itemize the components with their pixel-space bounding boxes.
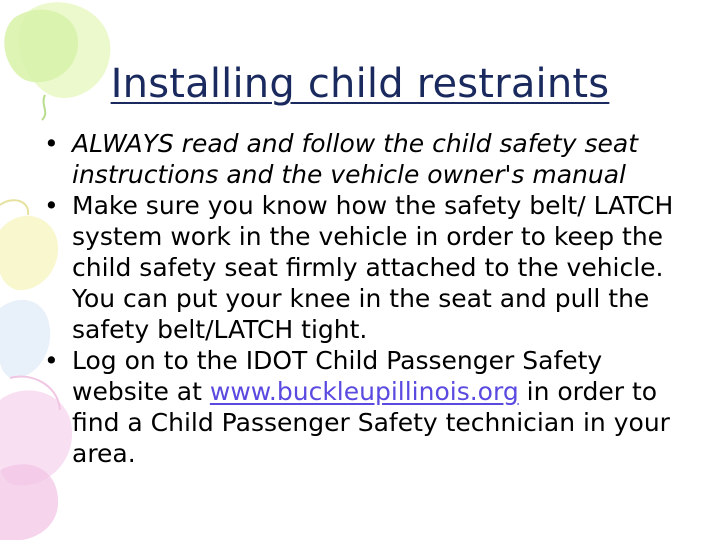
bullet-icon: •: [44, 191, 59, 220]
website-link[interactable]: www.buckleupillinois.org: [209, 377, 519, 406]
bullet-icon: •: [44, 346, 59, 375]
bullet-item: [0, 128, 720, 190]
bullet-text: Make sure you know how the safety belt/ LATCH system work in the vehicle in order to keep the child safety seat firmly attached to the vehicle. You can put your knee in the seat and pull the safety belt/LATCH tight.: [72, 191, 674, 344]
bullet-list: [0, 128, 720, 469]
slide-title: Installing child restraints: [110, 61, 610, 107]
bullet-text: ALWAYS read and follow the child safety seat instructions and the vehicle owner's manual: [72, 129, 639, 189]
bullet-text-before-link: Log on to the IDOT Child Passenger Safety website at: [72, 346, 603, 406]
bullet-item: [0, 345, 720, 469]
bullet-icon: •: [44, 129, 59, 158]
bullet-item: [0, 190, 720, 345]
bullet-text-after-link: in order to find a Child Passenger Safety technician in your area.: [72, 377, 670, 468]
